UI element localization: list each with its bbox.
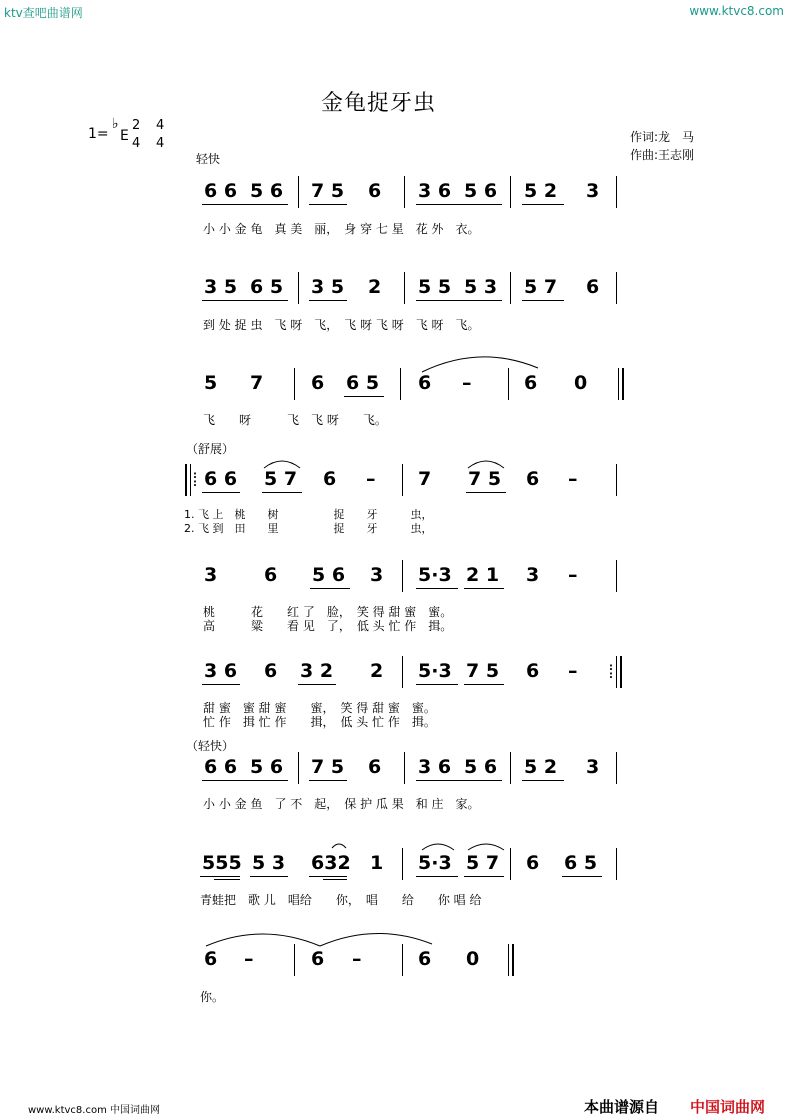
composer: 作曲:王志刚 [630, 148, 695, 162]
note: 0 [466, 948, 480, 970]
note: 6 5 [346, 372, 380, 394]
note: 3 6 [204, 660, 238, 682]
staff-row-2 [0, 272, 790, 312]
staff-row-6: 3 6 6 3 2 2 5·3 7 5 6 – : : [0, 656, 790, 696]
lyricist: 作词:龙 马 [630, 130, 695, 144]
note: 6 6 [204, 180, 238, 202]
note: – [462, 372, 472, 394]
note: 6 [323, 468, 337, 490]
note: 7 5 [466, 660, 500, 682]
note: 3 [204, 564, 218, 586]
note: 5 6 [464, 180, 498, 202]
note: 6 [418, 948, 432, 970]
note: 632 [311, 852, 351, 874]
lyrics-line-verse-1: 甜 蜜 蜜 甜 蜜 蜜， 笑 得 甜 蜜 蜜。 [203, 701, 436, 715]
note: 5 [204, 372, 218, 394]
note: 5 6 [464, 756, 498, 778]
note: 3 6 [418, 756, 452, 778]
section-mark: （轻快） [186, 739, 235, 753]
note: 7 5 [311, 756, 345, 778]
note: 6 [526, 852, 540, 874]
section-mark: （舒展） [186, 442, 235, 456]
footer-source-site[interactable]: 中国词曲网 [690, 1098, 766, 1116]
note: 6 5 [564, 852, 598, 874]
note: 2 1 [466, 564, 500, 586]
footer-url[interactable]: www.ktvc8.com 中国词曲网 [28, 1105, 161, 1116]
note: 7 [250, 372, 264, 394]
note: – [568, 564, 578, 586]
note: 7 5 [468, 468, 502, 490]
note: 6 [311, 372, 325, 394]
staff-row-9 [0, 944, 790, 984]
lyrics-line-verse-2: 高 粱 看 见 了， 低 头 忙 作 揖。 [203, 619, 453, 633]
note: 6 [526, 468, 540, 490]
note: – [568, 468, 578, 490]
staff-row-1 [0, 176, 790, 216]
note: 6 [204, 948, 218, 970]
lyrics-line: 小 小 金 鱼 了 不 起， 保 护 瓜 果 和 庄 家。 [203, 797, 480, 811]
watermark-top-left: ktv查吧曲谱网 [4, 6, 83, 20]
note: – [244, 948, 254, 970]
note: 3 2 [300, 660, 334, 682]
note: 6 [418, 372, 432, 394]
note: 6 [586, 276, 600, 298]
note: 7 [418, 468, 432, 490]
note: – [352, 948, 362, 970]
note: – [366, 468, 376, 490]
note: 5 7 [264, 468, 298, 490]
note: 5 6 [250, 756, 284, 778]
note: 2 [368, 276, 382, 298]
note: 5·3 [418, 564, 452, 586]
note: 5 3 [252, 852, 286, 874]
note: 5·3 [418, 852, 452, 874]
note: 6 [368, 180, 382, 202]
lyrics-line-verse-1: 1. 飞 上 桃 树 捉 牙 虫， [184, 508, 433, 521]
note: 3 5 [311, 276, 345, 298]
lyrics-line-verse-2: 2. 飞 到 田 里 捉 牙 虫， [184, 522, 433, 535]
note: 2 [370, 660, 384, 682]
note: 5 6 [250, 180, 284, 202]
staff-row-8 [0, 848, 790, 888]
note: 3 [526, 564, 540, 586]
note: 0 [574, 372, 588, 394]
lyrics-line-verse-1: 桃 花 红 了 脸， 笑 得 甜 蜜 蜜。 [203, 605, 453, 619]
key-signature: 1= ♭ E 2 4 4 4 [88, 116, 165, 151]
note: 6 6 [204, 468, 238, 490]
lyrics-line-verse-2: 忙 作 揖 忙 作 揖， 低 头 忙 作 揖。 [203, 715, 436, 729]
staff-row-7 [0, 752, 790, 792]
note: 6 [264, 564, 278, 586]
flat-sign: ♭ [112, 116, 119, 132]
note: 6 [311, 948, 325, 970]
note: 6 5 [250, 276, 284, 298]
staff-row-4: : : 6 6 5 7 6 – 7 7 5 6 – [0, 464, 790, 504]
note: 3 [586, 756, 600, 778]
note: 5 6 [312, 564, 346, 586]
watermark-top-right[interactable]: www.ktvc8.com [689, 4, 784, 18]
staff-row-3 [0, 368, 790, 408]
note: 3 5 [204, 276, 238, 298]
note: 5 3 [464, 276, 498, 298]
lyrics-line: 到 处 捉 虫 飞 呀 飞， 飞 呀 飞 呀 飞 呀 飞。 [203, 318, 480, 332]
note: 6 [526, 660, 540, 682]
lyrics-line: 你。 [200, 990, 225, 1004]
note: 5 2 [524, 756, 558, 778]
song-title: 金龟捉牙虫 [321, 91, 437, 116]
note: 5·3 [418, 660, 452, 682]
lyrics-line: 青蛙把 歌 儿 唱给 你， 唱 给 你 唱 给 [200, 893, 482, 907]
footer-source-label: 本曲谱源自 [584, 1098, 660, 1116]
note: 5 7 [466, 852, 500, 874]
note: 6 [524, 372, 538, 394]
tempo-mark: 轻快 [196, 152, 221, 166]
note: 5 5 [418, 276, 452, 298]
note: – [568, 660, 578, 682]
note: 555 [202, 852, 242, 874]
note: 6 [264, 660, 278, 682]
note: 5 2 [524, 180, 558, 202]
note: 1 [370, 852, 384, 874]
lyrics-line: 飞 呀 飞 飞 呀 飞。 [203, 413, 387, 427]
note: 7 5 [311, 180, 345, 202]
note: 6 [368, 756, 382, 778]
note: 5 7 [524, 276, 558, 298]
note: 3 6 [418, 180, 452, 202]
note: 3 [586, 180, 600, 202]
note: 3 [370, 564, 384, 586]
note: 6 6 [204, 756, 238, 778]
lyrics-line: 小 小 金 龟 真 美 丽， 身 穿 七 星 花 外 衣。 [203, 222, 480, 236]
staff-row-5 [0, 560, 790, 600]
